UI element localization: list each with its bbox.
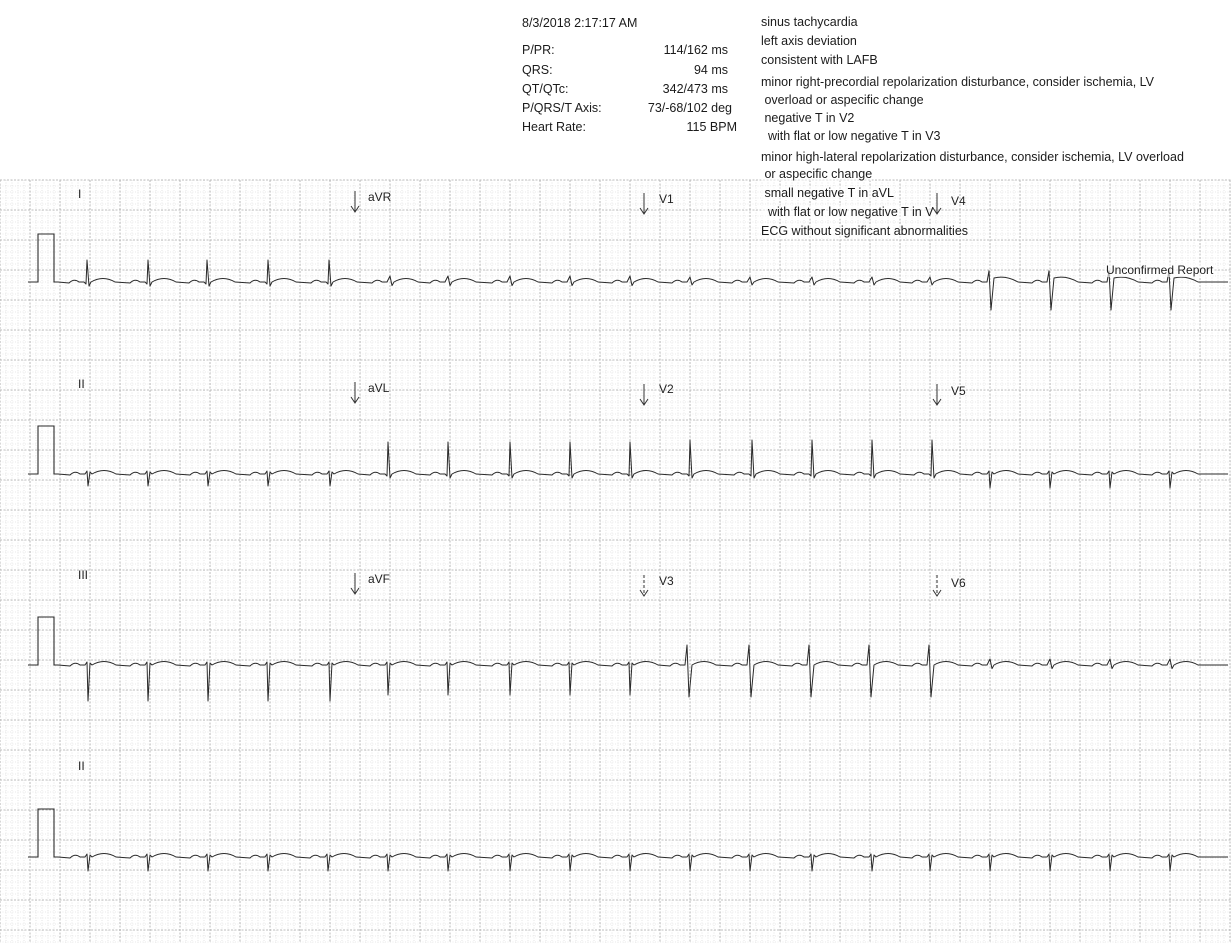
measurement-value-qrs: 94 ms (693, 63, 728, 77)
lead-label-v2: V2 (659, 382, 674, 396)
interpretation-line: small negative T in aVL (761, 186, 894, 200)
interpretation-line: sinus tachycardia (761, 15, 858, 29)
lead-label-v3: V3 (659, 574, 674, 588)
lead-label-v6: V6 (951, 576, 966, 590)
lead-marker-arrow-icon (350, 573, 360, 595)
ecg-grid (0, 180, 1232, 943)
ecg-traces (28, 234, 1228, 871)
ecg-lead-trace (58, 645, 1228, 701)
lead-label-iii: III (78, 568, 89, 582)
measurement-value-axis: 73/-68/102 deg (647, 101, 732, 115)
lead-marker-arrow-icon (350, 191, 360, 213)
lead-label-v5: V5 (951, 384, 966, 398)
measurement-label-pr: P/PR: (522, 43, 555, 57)
measurement-label-axis: P/QRS/T Axis: (522, 101, 602, 115)
lead-label-v4: V4 (951, 194, 966, 208)
interpretation-line: with flat or low negative T in V (761, 205, 934, 219)
lead-label-avl: aVL (368, 381, 390, 395)
ecg-lead-trace (58, 260, 1228, 310)
rhythm-strip-trace (58, 854, 1228, 872)
interpretation-line: minor high-lateral repolarization disturbance, consider ischemia, LV overload (761, 150, 1184, 164)
lead-label-rhythm-ii: II (78, 759, 85, 773)
lead-label-v1: V1 (659, 192, 674, 206)
lead-marker-arrow-icon (639, 384, 649, 406)
lead-marker-arrow-icon (932, 193, 942, 215)
interpretation-line: left axis deviation (761, 34, 857, 48)
lead-label-avf: aVF (368, 572, 391, 586)
interpretation-line: or aspecific change (761, 167, 873, 181)
measurement-value-pr: 114/162 ms (663, 43, 728, 57)
measurement-value-qt: 342/473 ms (662, 82, 728, 96)
lead-marker-arrow-icon (932, 384, 942, 406)
lead-label-i: I (78, 187, 82, 201)
interpretation-line: overload or aspecific change (761, 93, 924, 107)
lead-marker-arrow-icon (639, 193, 649, 215)
ecg-lead-trace (58, 440, 1228, 488)
ecg-grid-minor (0, 180, 1232, 943)
ecg-grid-major (0, 180, 1232, 943)
report-status: Unconfirmed Report (1106, 263, 1214, 277)
measurement-label-qrs: QRS: (522, 63, 553, 77)
lead-marker-arrow-icon (932, 575, 942, 597)
lead-marker-arrow-icon (639, 575, 649, 597)
lead-marker-arrow-icon (350, 382, 360, 404)
interpretation-line: negative T in V2 (761, 111, 855, 125)
interpretation-line: ECG without significant abnormalities (761, 224, 969, 238)
measurement-label-qt: QT/QTc: (522, 82, 569, 96)
interpretation-line: minor right-precordial repolarization disturbance, consider ischemia, LV (761, 75, 1155, 89)
interpretation-line: consistent with LAFB (761, 53, 878, 67)
measurement-label-hr: Heart Rate: (522, 120, 586, 134)
lead-label-avr: aVR (368, 190, 392, 204)
measurement-value-hr: 115 BPM (686, 120, 737, 134)
lead-label-ii: II (78, 377, 85, 391)
recording-datetime: 8/3/2018 2:17:17 AM (522, 16, 638, 30)
interpretation-line: with flat or low negative T in V3 (761, 129, 941, 143)
